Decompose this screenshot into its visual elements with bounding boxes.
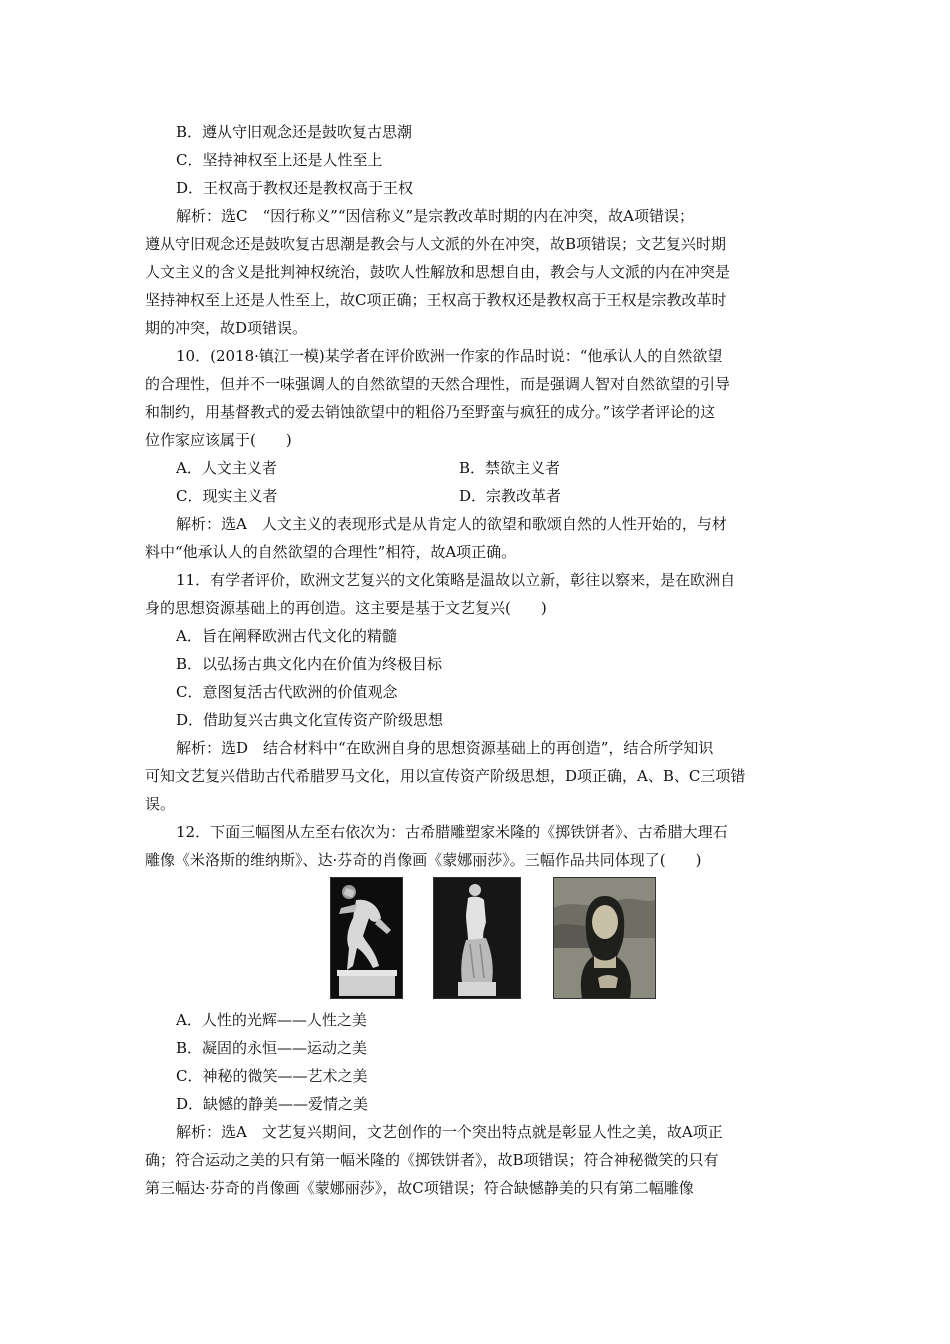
q10-option-a: A．人文主义者 (176, 459, 277, 477)
q9-analysis-line: 解析：选C “因行称义”“因信称义”是宗教改革时期的内在冲突，故A项错误； (176, 207, 694, 225)
q11-analysis-line: 误。 (145, 795, 176, 813)
q10-option-b: B．禁欲主义者 (459, 459, 561, 477)
q10-option-c: C．现实主义者 (176, 487, 278, 505)
q11-option-b: B．以弘扬古典文化内在价值为终极目标 (176, 655, 443, 673)
q9-option-b: B．遵从守旧观念还是鼓吹复古思潮 (176, 123, 413, 141)
q12-analysis-line: 第三幅达·芬奇的肖像画《蒙娜丽莎》，故C项错误；符合缺憾静美的只有第二幅雕像 (145, 1179, 694, 1197)
q9-analysis-line: 遵从守旧观念还是鼓吹复古思潮是教会与人文派的外在冲突，故B项错误；文艺复兴时期 (145, 235, 727, 253)
q11-option-d: D．借助复兴古典文化宣传资产阶级思想 (176, 711, 444, 729)
q12-stem-line: 12．下面三幅图从左至右依次为：古希腊雕塑家米隆的《掷铁饼者》、古希腊大理石 (176, 823, 728, 841)
q12-option-b: B．凝固的永恒——运动之美 (176, 1039, 368, 1057)
q12-analysis-line: 解析：选A 文艺复兴期间，文艺创作的一个突出特点就是彰显人性之美，故A项正 (176, 1123, 723, 1141)
mona-lisa-image (553, 877, 656, 999)
q9-analysis-line: 坚持神权至上还是人性至上，故C项正确；王权高于教权还是教权高于王权是宗教改革时 (145, 291, 727, 309)
q12-option-c: C．神秘的微笑——艺术之美 (176, 1067, 368, 1085)
q11-analysis-line: 解析：选D 结合材料中“在欧洲自身的思想资源基础上的再创造”，结合所学知识 (176, 739, 714, 757)
q11-option-c: C．意图复活古代欧洲的价值观念 (176, 683, 398, 701)
q11-option-a: A．旨在阐释欧洲古代文化的精髓 (176, 627, 397, 645)
venus-de-milo-image (433, 877, 521, 999)
q11-analysis-line: 可知文艺复兴借助古代希腊罗马文化，用以宣传资产阶级思想，D项正确，A、B、C三项错 (145, 767, 746, 785)
q10-stem-line: 10．(2018·镇江一模)某学者在评价欧洲一作家的作品时说：“他承认人的自然欲望 (176, 347, 723, 365)
q12-stem-line: 雕像《米洛斯的维纳斯》、达·芬奇的肖像画《蒙娜丽莎》。三幅作品共同体现了( ) (145, 851, 702, 869)
q10-stem-line: 和制约，用基督教式的爱去销蚀欲望中的粗俗乃至野蛮与疯狂的成分。”该学者评论的这 (145, 403, 716, 421)
q9-option-c: C．坚持神权至上还是人性至上 (176, 151, 383, 169)
q9-analysis-line: 期的冲突，故D项错误。 (145, 319, 308, 337)
q12-option-d: D．缺憾的静美——爱情之美 (176, 1095, 369, 1113)
q12-analysis-line: 确；符合运动之美的只有第一幅米隆的《掷铁饼者》，故B项错误；符合神秘微笑的只有 (145, 1151, 719, 1169)
q12-option-a: A．人性的光辉——人性之美 (176, 1011, 367, 1029)
q10-stem-line: 位作家应该属于( ) (145, 431, 292, 449)
q10-analysis-line: 料中“他承认人的自然欲望的合理性”相符，故A项正确。 (145, 543, 517, 561)
q10-option-d: D．宗教改革者 (459, 487, 562, 505)
q11-stem-line: 11．有学者评价，欧洲文艺复兴的文化策略是温故以立新，彰往以察来，是在欧洲自 (176, 571, 736, 589)
q11-stem-line: 身的思想资源基础上的再创造。这主要是基于文艺复兴( ) (145, 599, 547, 617)
q10-analysis-line: 解析：选A 人文主义的表现形式是从肯定人的欲望和歌颂自然的人性开始的，与材 (176, 515, 727, 533)
q9-option-d: D．王权高于教权还是教权高于王权 (176, 179, 414, 197)
q9-analysis-line: 人文主义的含义是批判神权统治，鼓吹人性解放和思想自由，教会与人文派的内在冲突是 (145, 263, 731, 281)
q10-stem-line: 的合理性，但并不一味强调人的自然欲望的天然合理性，而是强调人智对自然欲望的引导 (145, 375, 731, 393)
discobolus-image (330, 877, 403, 999)
